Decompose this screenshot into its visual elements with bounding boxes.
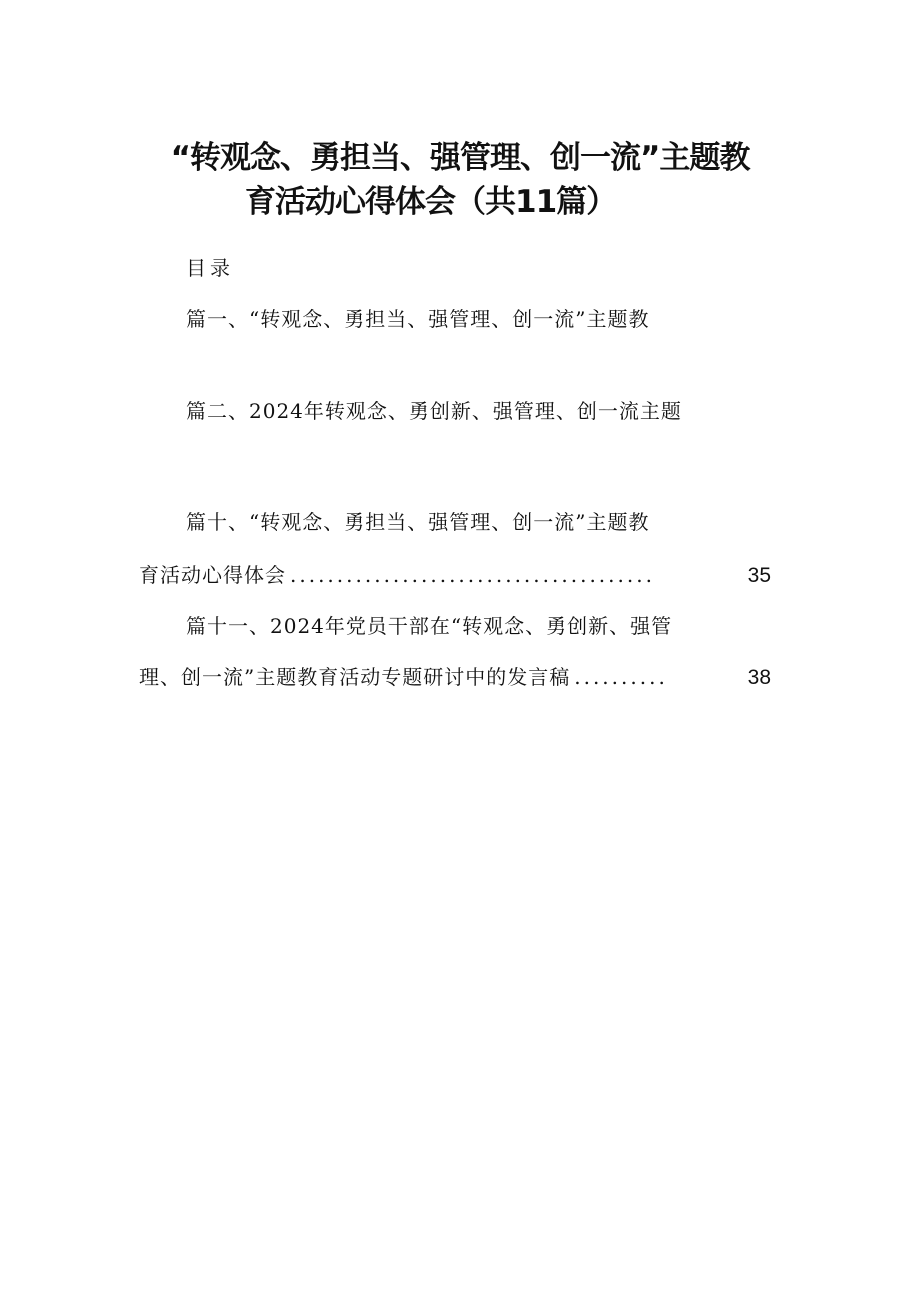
toc-entry-1[interactable]: 篇一、“转观念、勇担当、强管理、创一流”主题教 [186, 307, 650, 331]
toc-page-number: 35 [747, 564, 771, 587]
document-title-line-1: “转观念、勇担当、强管理、创一流”主题教 [170, 140, 750, 176]
toc-leader-dots: ....................................... [290, 563, 655, 587]
toc-leader-dots: .......... [574, 665, 668, 689]
toc-entry-11-line-2[interactable] [139, 662, 771, 693]
toc-entry-2[interactable]: 篇二、2024年转观念、勇创新、强管理、创一流主题 [186, 399, 682, 423]
document-title-line-2: 育活动心得体会（共11篇） [245, 184, 617, 220]
toc-page-number: 38 [747, 666, 771, 689]
toc-entry-10-text: 育活动心得体会 [139, 563, 286, 587]
toc-entry-11-text: 理、创一流”主题教育活动专题研讨中的发言稿 [139, 665, 571, 689]
toc-entry-10-line-1[interactable]: 篇十、“转观念、勇担当、强管理、创一流”主题教 [186, 510, 650, 534]
toc-heading: 目录 [186, 256, 234, 280]
toc-entry-10-line-2[interactable] [139, 560, 771, 591]
toc-entry-11-line-1[interactable]: 篇十一、2024年党员干部在“转观念、勇创新、强管 [186, 614, 673, 638]
